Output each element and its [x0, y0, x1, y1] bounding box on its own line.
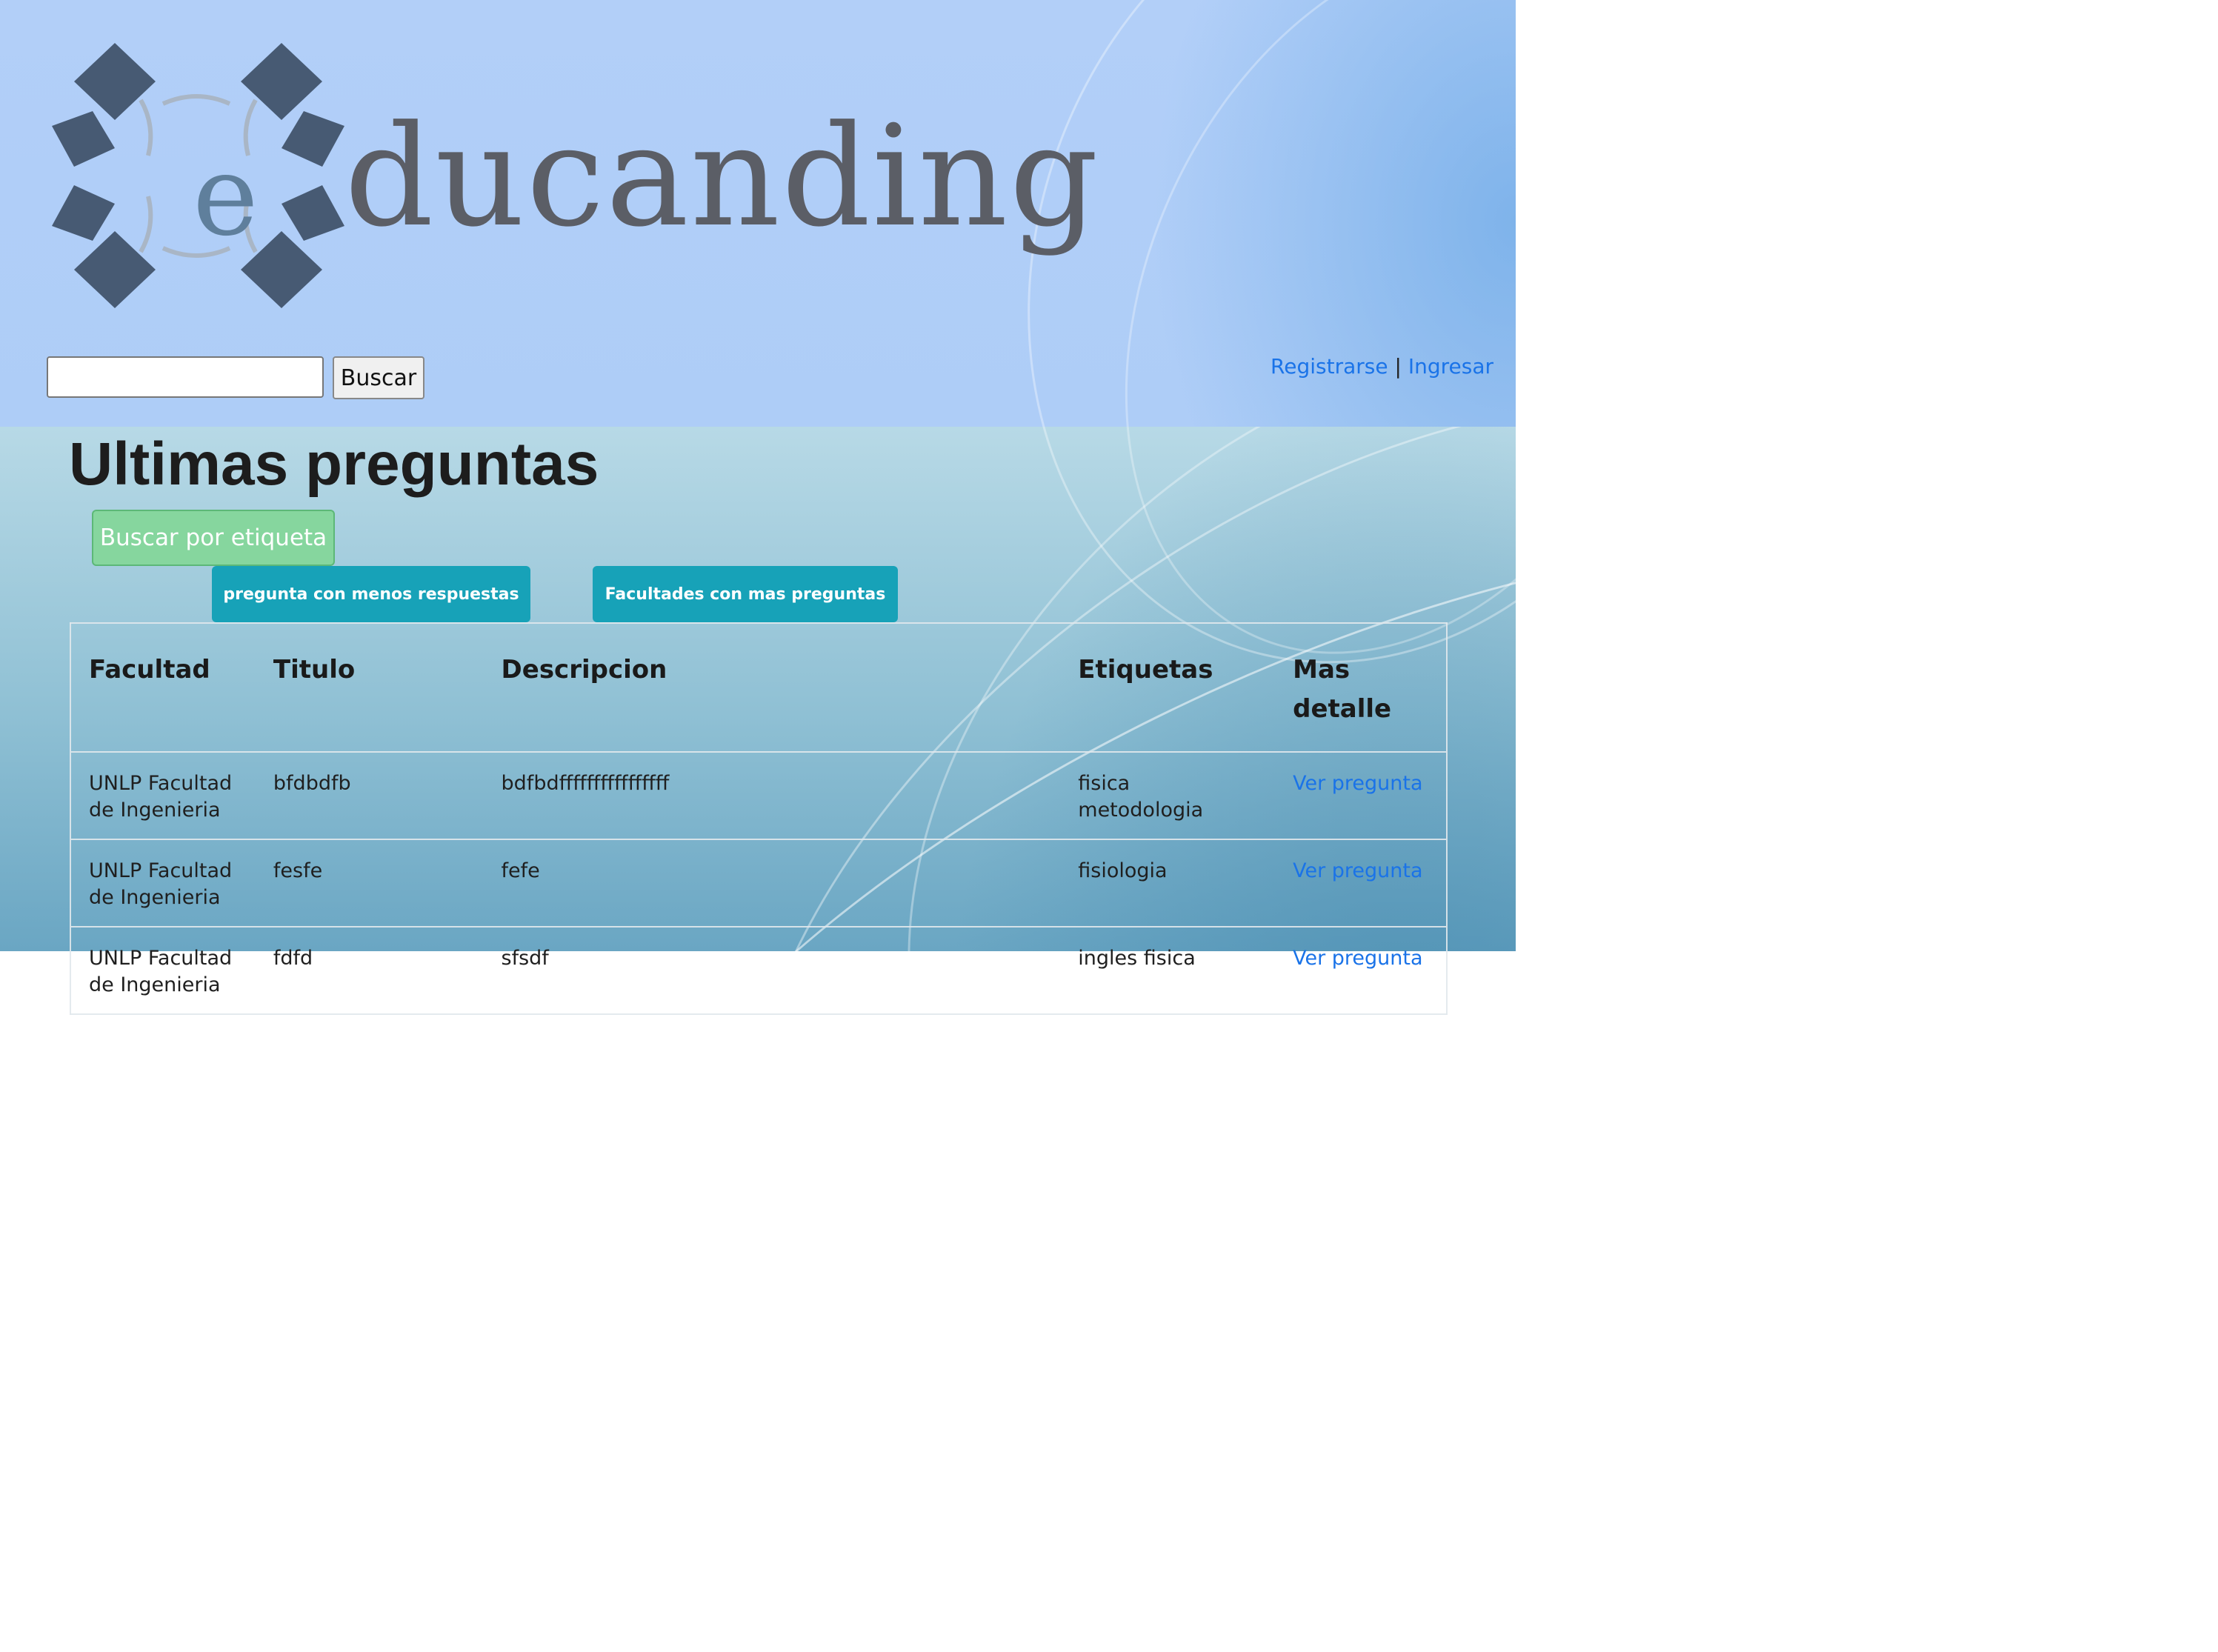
- cell-title: fdfd: [256, 927, 484, 1014]
- cell-faculty: UNLP Facultad de Ingenieria: [70, 752, 256, 839]
- cell-link: [1275, 927, 1447, 1014]
- auth-separator: |: [1394, 354, 1402, 379]
- cell-tags: fisica metodologia: [1060, 752, 1275, 839]
- column-header-faculty: Facultad: [70, 623, 256, 752]
- column-header-description: Descripcion: [484, 623, 1061, 752]
- cell-tags: ingles fisica: [1060, 927, 1275, 1014]
- view-question-link[interactable]: Ver pregunta: [1293, 772, 1423, 795]
- column-header-title: Titulo: [256, 623, 484, 752]
- cell-title: bfdbdfb: [256, 752, 484, 839]
- search-button[interactable]: Buscar: [333, 356, 424, 399]
- header: [0, 0, 1516, 427]
- search-input[interactable]: [47, 356, 324, 398]
- register-link[interactable]: Registrarse: [1270, 354, 1388, 379]
- site-logo[interactable]: [44, 37, 1100, 319]
- view-question-link[interactable]: Ver pregunta: [1293, 947, 1423, 970]
- logo-text: ducanding: [344, 96, 1100, 258]
- page-title: Ultimas preguntas: [69, 430, 599, 498]
- cell-link: [1275, 839, 1447, 927]
- cell-faculty: UNLP Facultad de Ingenieria: [70, 927, 256, 1014]
- auth-links: [1270, 354, 1493, 379]
- cell-description: bdfbdffffffffffffffff: [484, 752, 1061, 839]
- cell-description: sfsdf: [484, 927, 1061, 1014]
- cell-tags: fisiologia: [1060, 839, 1275, 927]
- cell-description: fefe: [484, 839, 1061, 927]
- login-link[interactable]: Ingresar: [1408, 354, 1493, 379]
- cell-faculty: UNLP Facultad de Ingenieria: [70, 839, 256, 927]
- cell-title: fesfe: [256, 839, 484, 927]
- logo-letter-e: e: [193, 132, 259, 261]
- view-question-link[interactable]: Ver pregunta: [1293, 859, 1423, 882]
- cell-link: [1275, 752, 1447, 839]
- questions-table: [70, 622, 1448, 1015]
- page: [0, 0, 1516, 996]
- table-header-row: [70, 623, 1447, 752]
- table-row: [70, 927, 1447, 1014]
- most-questions-button[interactable]: Facultades con mas preguntas: [593, 566, 898, 622]
- column-header-tags: Etiquetas: [1060, 623, 1275, 752]
- table-row: [70, 752, 1447, 839]
- tag-search-button[interactable]: Buscar por etiqueta: [92, 510, 335, 566]
- column-header-more-detail: Mas detalle: [1275, 623, 1447, 752]
- least-answers-button[interactable]: pregunta con menos respuestas: [212, 566, 530, 622]
- table-row: [70, 839, 1447, 927]
